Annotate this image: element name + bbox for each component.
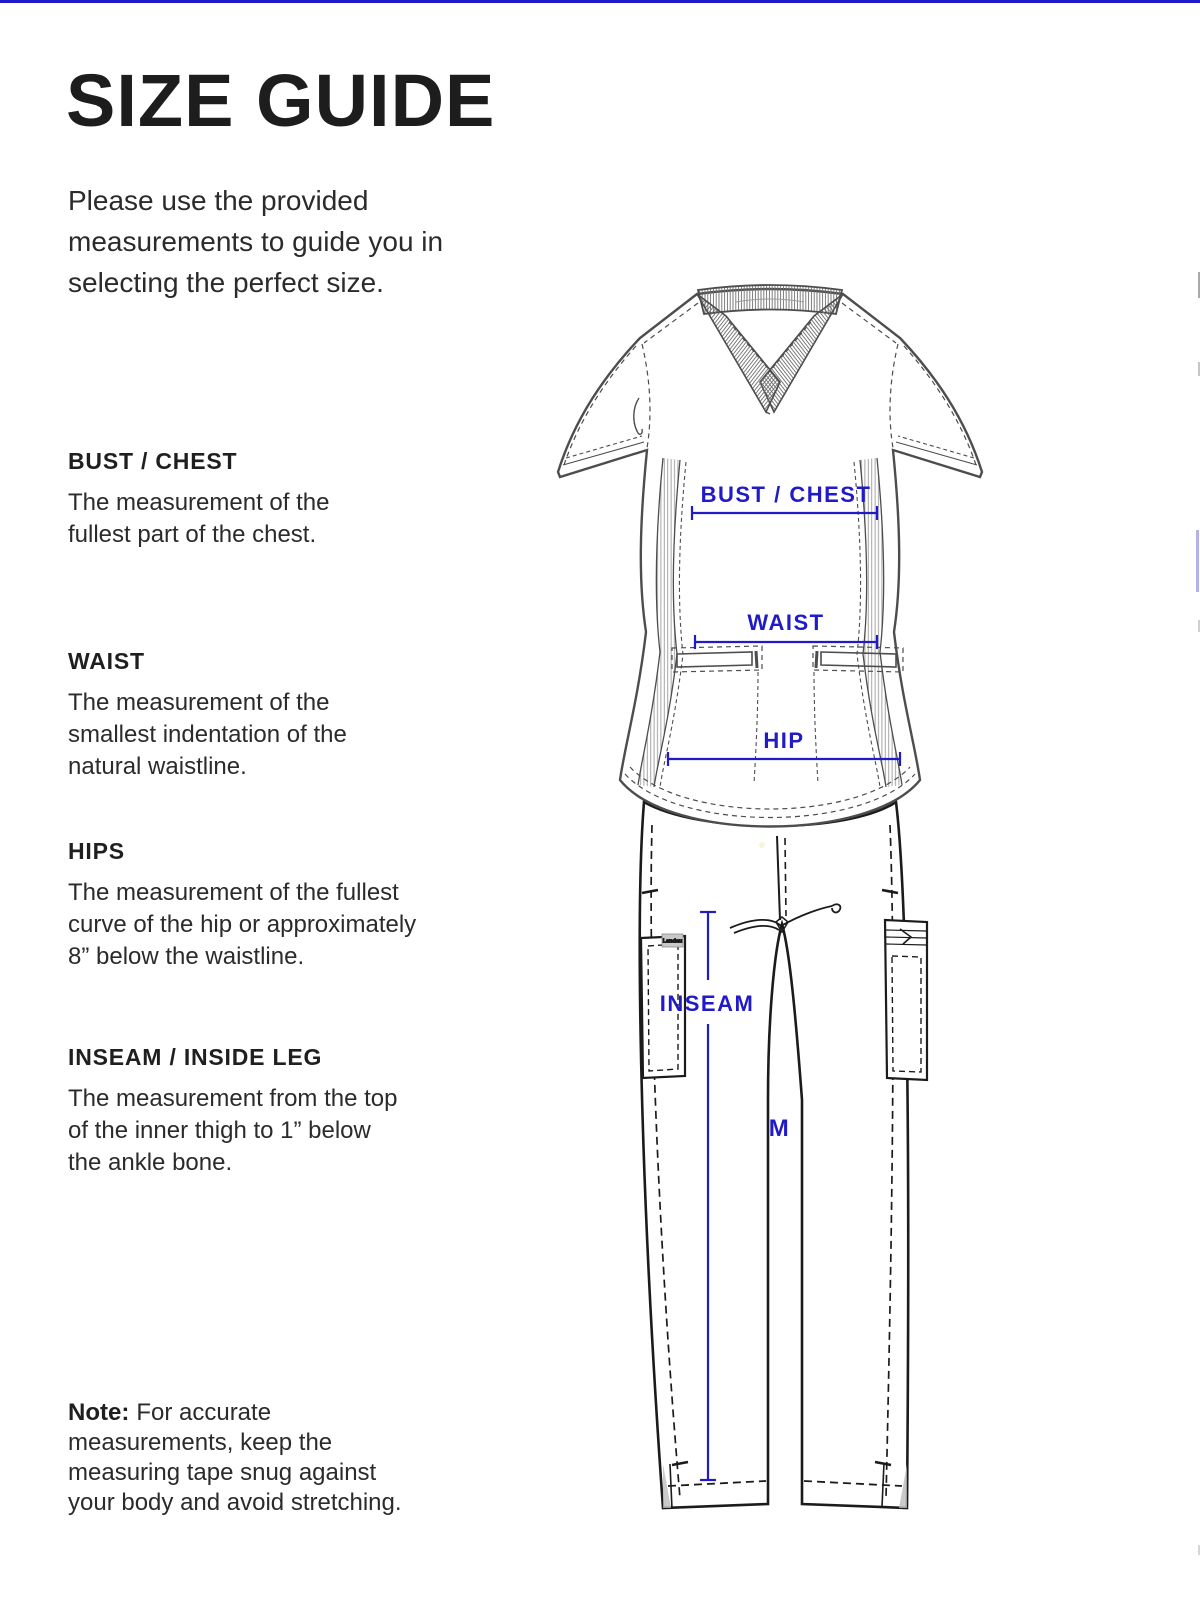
page-title: SIZE GUIDE [66, 59, 496, 142]
size-letter-label: M [768, 1115, 790, 1142]
note-line: measuring tape snug against [68, 1459, 377, 1486]
section-body-line: The measurement from the top [68, 1085, 398, 1112]
note-line [68, 1398, 402, 1428]
section-body-line: of the inner thigh to 1” below [68, 1117, 371, 1144]
section-heading: HIPS [68, 838, 125, 864]
section-body-line: natural waistline. [68, 753, 247, 780]
section-bust-chest [68, 448, 508, 551]
section-heading: BUST / CHEST [68, 448, 238, 474]
pants-outline [640, 802, 908, 1508]
scrub-pants-drawing [640, 802, 927, 1509]
inseam-measure-label: INSEAM [659, 991, 755, 1016]
intro-line: Please use the provided [68, 185, 369, 216]
scrubs-flat-sketch [530, 280, 1010, 1600]
brand-tag-label: Landau [662, 938, 683, 945]
section-hips [68, 838, 508, 973]
edge-artifact [1196, 530, 1199, 592]
section-body-line: The measurement of the fullest [68, 879, 399, 906]
note-line-rest: For accurate [136, 1399, 272, 1426]
section-body-line: fullest part of the chest. [68, 521, 317, 548]
intro-line: measurements to guide you in [68, 226, 444, 257]
section-inseam [68, 1044, 508, 1179]
bust-measure-label: BUST / CHEST [700, 482, 872, 507]
section-body-line: The measurement of the [68, 489, 330, 516]
section-heading: INSEAM / INSIDE LEG [68, 1044, 323, 1070]
right-zip-pocket [885, 920, 927, 1080]
scrubs-technical-drawing [530, 280, 1010, 1600]
section-waist [68, 648, 508, 783]
section-heading: WAIST [68, 648, 145, 674]
top-accent-border [0, 0, 1200, 3]
section-body-line: 8” below the waistline. [68, 943, 305, 970]
print-artifact [759, 842, 765, 848]
waist-measure-label: WAIST [747, 610, 825, 635]
intro-text [68, 180, 443, 303]
note-line: measurements, keep the [68, 1429, 333, 1456]
section-body-line: curve of the hip or approximately [68, 911, 417, 938]
note-line: your body and avoid stretching. [68, 1489, 402, 1516]
note-text [68, 1398, 402, 1518]
hip-measure-label: HIP [763, 728, 805, 753]
section-body-line: The measurement of the [68, 689, 330, 716]
section-body-line: smallest indentation of the [68, 721, 347, 748]
intro-line: selecting the perfect size. [68, 267, 384, 298]
section-body-line: the ankle bone. [68, 1149, 233, 1176]
note-label: Note: [68, 1399, 130, 1426]
